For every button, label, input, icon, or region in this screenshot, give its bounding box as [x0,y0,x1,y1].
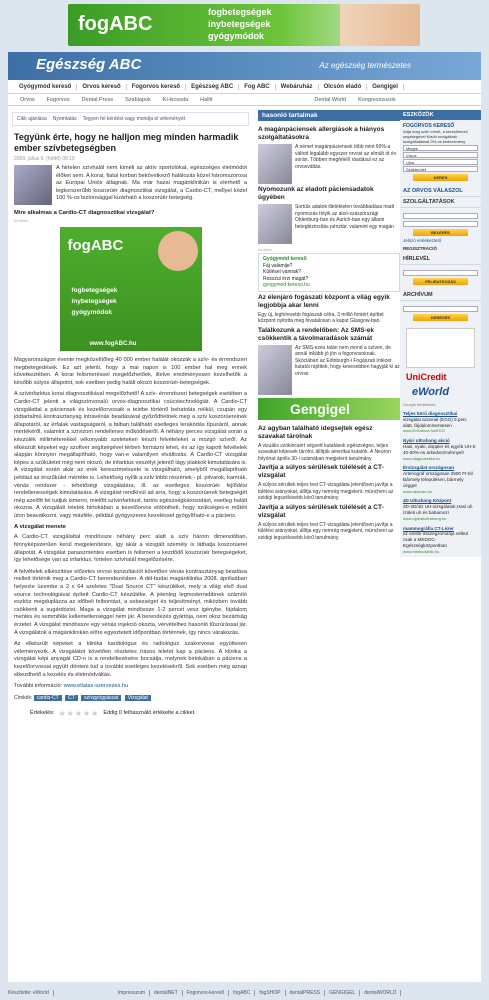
page-container [8,52,481,982]
related-text: A súlyos sérültek teljes test CT-vizsgálata jelentősen javítja a túlélési arányokat, állítja egy nemrég megjelent, müncheni az ezidigi legszélesebb körű tanulmány. [258,521,394,541]
paragraph: A Cardio-CT vizsgálattal mindössze néhány perc alatt a szív három dimenzióban, fénnyképszerűen kerül megjelenítésre, így akár a vizsgált személy is láthatja koszorúerei állapotát. A vizsgálat panaszmentes esetben is felismeri a kezdődő koszorúér betegségeket, így lehetősége van az infarktus, hirtelen szívhalál megelőzésére. [14,534,247,564]
eworld-banner[interactable]: eWorld [412,386,450,398]
site-header [8,52,481,80]
article-lead [8,162,253,208]
nav-item[interactable]: Gyógymód kereső [14,84,77,90]
nav-item[interactable]: Olcsón eladó [319,84,368,90]
related-thumb[interactable] [258,204,292,244]
rating [8,703,253,724]
more-info-link[interactable]: www.ellatas-szervezes.hu [63,683,129,690]
footer-link[interactable]: Fogorvos-kereső [187,990,230,996]
article-title: Tegyünk érte, hogy ne halljon meg minden harmadik ember szívbetegségben [14,132,239,153]
print-link[interactable]: Nyomtatás [52,116,77,122]
article-column [8,110,253,724]
related-title[interactable]: Javítja a súlyos sérülések túlélését a CT-vizsgálat [258,464,384,479]
password-reminder-link[interactable]: Jelszó emlékeztető [403,238,442,243]
gk-line: Kütlései vannak? [263,269,302,275]
street-select[interactable]: Utca [403,159,478,165]
more-info-label: További információ: [14,683,63,690]
related-title[interactable]: Javítja a súlyos sérülések túlélését a CT-vizsgálat [258,503,384,519]
banner-photo [340,4,420,46]
username-field[interactable] [403,213,478,219]
subheading: A vizsgálat menete [14,524,66,531]
mid-banner-logo: fogABC [67,237,124,254]
paragraph: A felvételek elkészítése előzetes orvosi konzultációt követően vénás kontrasztanyag beadása mellett történik meg a Cardio-CT berendezésben. A dél-budai magánklinika 2008. áprilisában helyezte üzembe a 2 x 64 szeletes "Dual Source CT" készüléket, mely a világ első dual source technológiával épített Cardio-CT készüléke. A jelenleg legmodernebbnek számító eszköz megduplázza az időbeli felbontást, a sebességet és teljesítményt, miközben tovább csökkenti a sugárdózist. Maga a vizsgálat mindössze 1-2 percet vesz igénybe, fájdalom mentes és semmiféle kellemetlenséggel nem jár. A berendezés gyártója, nem okoz bezártság érzetet. A vizsgálat mindössze egy vénás injekció okozta, vérvételhez hasonló tűszúrással jár. A vizsgálatok a magánklinikán előre egyeztetett időpontban történnek, így nincs várakozás. [14,568,247,636]
unicredit-banner[interactable]: UniCredit [406,372,447,382]
gengigel-banner[interactable]: Gengigel [258,398,400,420]
ad-url[interactable]: www.aktovas.hu [403,488,432,494]
google-ad[interactable] [400,463,481,496]
mid-banner-lines [72,285,118,318]
register-link[interactable]: REGISZTRÁCIÓ [403,246,438,251]
related-text: Egy új, leghíresebb fogászati célra, 3 millió fontért építtet központ nyitotta meg hivatalosan a kaput Glasgow-ban. [258,311,384,324]
mid-banner-url: www.fogABC.hu [89,341,137,347]
related-item [258,144,400,184]
comment-link[interactable]: Tegyen fel kérdést vagy mondja el véleményét [82,116,186,122]
subnav-item[interactable]: Kongresszusok [358,96,396,103]
archive-search-button[interactable]: KERESÉS [413,314,468,321]
tag[interactable]: szívgyógyászat [81,695,121,701]
ad-text: Hasi, nyaki, doppler és egyéb UH-k: 40-50%-os árkedvezménnyel! [403,443,477,455]
paragraph: A szívinfarktus korai diagnosztikával megelőzhető! A szív- érrendszeri betegségek esetében a Cardio-CT jelenti a világszínvonalú orvos-diagnosztikai csúcstechnológiát. A Cardio-CT vizsgálattal a páciensek és kezelőorvosaik a testbe történő behatolás nélkül, csupán egy jódtartalmú kontrasztanyag intravénás beadásával győződhetnek meg a szív koszorúereinek állapotáról, az érfalak vastagságáról, a falban található esetleges lerakódás típusáról, annak mértékéről, valamint a szívizom rendellenes működéséről. A néhány perces vizsgálat során a készülék milliméterekkel vékonyabb szeleteken készít felvételeket a mozgó szívről. Az elkészült képeket egy szoftver segítségével térben formázni lehet, és az így kapott felvételek alapján könnyen megállapítható, hogy van-e valamilyen elváltozás. A Cardio-CT vizsgálat képes a szűkületet még nem okozó, de infarktus veszélyt jelentő lágy plakkok kimutatására is. A vizsgálat során akár az erek keresztmetszete is vizsgálható, amelyből megállapítható például az érszűkület mértéke is. Lehetőség nyílik a szív többi részének - pl. pitvarok, kamrák, vénás rendszer - tehetőségi vizsgálatára, ill. az esetleges koszorúér fejlődési rendellenességek kimutatására. A vizsgálat rendkívül ad arra, hogy a koszorúerek betegségét még azelőtt fel tudjuk ismerni, mielőtt szívinfarktust, tartós egészségkárosodást, esetleg halált okozna. A vizsgálati leletek birtokában a kezelőorvos eldöntheti, hogy szükséges-e műtéti úton beavatkozni, vagy másféle, például gyógyszeres kezeléssel gyógyítható-e a páciens. [14,391,247,519]
article-tools [12,112,249,126]
specialty-select[interactable]: Szakterület [403,166,478,172]
related-heading: hasonló tartalmak [258,110,400,121]
ad-text: Arteriográf országosan 2900 Ft-tól Bármely településen, bármely céggel [403,471,473,488]
top-banner[interactable] [68,4,420,46]
related-title[interactable]: A magánpáciensek allergiások a hiányos szolgáltatásokra [258,126,385,141]
footer-link[interactable]: dentalWORLD [364,990,401,996]
gk-line: gyogymod-kereso.hu [263,282,310,288]
related-title[interactable]: Az élenjáró fogászati központ a világ egyik legjobbja akar lenni [258,293,390,309]
ad-url[interactable]: www.diagnosztika.hu [403,455,441,461]
login-button[interactable]: BELÉPÉS [413,229,468,236]
related-thumb[interactable] [258,144,292,184]
related-text: A súlyos sérültek teljes test CT-vizsgálata jelentősen javítja a túlélési arányokat, állítja egy nemrég megjelent, müncheni az ezidigi legszélesebb körű tanulmány. [258,482,394,501]
nav-item[interactable]: Orvos kereső [77,84,126,90]
ad-label: hirdetés [258,247,273,252]
more-info [8,681,253,693]
sub-nav [8,94,481,106]
dentist-search [400,120,481,186]
dentist-search-title: FOGORVOS KERESŐ [403,123,455,129]
footer-link[interactable]: fogABC [233,990,255,996]
county-select[interactable]: Megye [403,145,478,151]
ad-title[interactable]: Érvizsgálat országosan [403,465,455,471]
footer-credit[interactable]: Készítette: eWorld [8,990,54,996]
related-text: Az SMS-ezés talán nem mond a szíven, de annál inkább jó jön a fogorvosoknak. Skóciában az Edinburgh-i Fogászati Intézet kutatói rájöttek, hogy kevesebben hagyják ki az orvosi [295,344,400,377]
related-item [258,204,400,244]
banner-line: ínybetegségek [208,19,271,29]
newsletter-box [400,265,481,290]
nav-item[interactable]: Fog ABC [239,84,275,90]
newsletter-heading: HÍRLEVÉL [400,254,481,265]
search-button[interactable]: KERES [413,174,468,181]
google-ad[interactable] [400,436,481,463]
banner-line: fogbetegségek [208,7,272,17]
banner-line: gyógymódok [208,31,265,41]
rating-text: Eddig 0 felhasználó értékelte a cikket. [103,710,196,717]
nav-item[interactable]: Fogorvos kereső [127,84,186,90]
ad-title[interactable]: 4D Ultrahang Központ [403,498,452,504]
footer-link[interactable]: GENGIGEL [329,990,360,996]
ad-url[interactable]: www.medocklinik.hu [403,548,440,554]
password-field[interactable] [403,221,478,227]
subnav-item[interactable]: Szablapok [125,96,151,103]
related-thumb[interactable] [258,345,292,395]
google-ad[interactable] [400,524,481,557]
services-heading: SZOLGÁLTATÁSOK [400,197,481,208]
subnav-item[interactable]: Dental World [314,96,347,103]
recommend-link[interactable]: Cikk ajánlása [17,116,47,122]
related-title[interactable]: Nyomozunk az eladott páciensadatok ügyében [258,186,374,201]
tag[interactable]: Vizsgálat [125,695,151,701]
gk-line: Rosszul érzi magát? [263,275,309,282]
ad-title[interactable]: Nyári ultrahang akció [403,438,450,444]
ad-label: hirdetés [14,218,29,223]
banner-logo: fogABC [78,13,153,35]
footer-link[interactable]: dentalPRESS [290,990,326,996]
main-nav [8,80,481,94]
footer-link[interactable]: dentalNET [154,990,183,996]
sidebar [400,110,481,557]
ad-title[interactable]: mammográfia CT-Lézer [403,525,454,531]
rating-stars[interactable]: ★★★★★ [58,708,100,718]
ad-title[interactable]: Teljes körű diagnosztikai [403,411,458,416]
related-text: A vizuális szókincsért végzett kutatások egészséges, teljes szavakat képesek tárolni, állítják amerikai kutatók. A Neuron folyóirat április 30-i számában megjelent tanulmány [258,442,391,462]
ad-url[interactable]: www.DrKatona.hu/EGG [403,428,446,434]
archive-heading: ARCHÍVUM [400,290,481,301]
login-box [400,208,481,254]
promo-banner[interactable] [406,328,475,368]
footer-link[interactable]: fogSHOP [259,990,285,996]
related-title[interactable]: Az agyban található idegsejtek egész szavakat tárolnak [258,424,373,440]
dentist-search-text: Adja meg szűri címét, a keresőmező segítségével Kiadó szolgáltató szolgáltatással 0%-os kedvezmény [403,129,468,144]
city-select[interactable]: Város [403,152,478,158]
tag[interactable]: cardio-CT [34,695,62,701]
archive-field[interactable] [403,306,478,312]
tags-label: Címkék: [14,694,33,701]
site-title[interactable]: Egészség ABC [36,56,142,73]
subscribe-button[interactable]: FELIRATKOZÁS [413,278,468,285]
site-slogan: Az egészség természetes [319,61,411,70]
ad-text: 2D-3D/4D UH-vizsgálatok,Hasi uh ízületi uh és babamozi [403,504,473,515]
article-date: 2009. július 6. (hétfő) 09:19 [14,156,75,162]
nav-item[interactable]: Egészség ABC [186,84,239,90]
related-column [258,110,400,541]
subnav-item[interactable]: Orvos [20,96,35,103]
article-photo [14,165,52,205]
footer-link[interactable]: Impresszum [118,990,150,996]
mid-banner[interactable] [60,227,202,351]
related-text: A német magánpáciensek több mint 60%-a váltott legalább egyszer orvost az elmúlt öt év során. Többen megfelelő ráadásul ez az orvosváltás. [295,144,397,170]
gk-line: Fáj valamije? [263,262,293,269]
newsletter-email-field[interactable] [403,270,478,276]
subnav-item[interactable]: Ki-kicsoda [162,96,189,103]
mid-banner-line: ínybetegségek [71,298,117,305]
site-footer [0,986,489,1000]
archive-box [400,301,481,326]
google-ads-label: Google hirdetések [403,402,436,407]
rating-label: Értékelés: [30,710,55,717]
gyogymod-box[interactable] [258,253,400,292]
mid-banner-photo [158,231,198,271]
doctor-answers-link[interactable]: AZ ORVOS VÁLASZOL [400,186,481,197]
google-ad[interactable] [400,409,481,436]
mid-banner-line: fogbetegségek [71,287,118,294]
related-title[interactable]: Találkozunk a rendelőben: Az SMS-ek csökkentik a távolmaradások számát [258,326,374,342]
google-ad[interactable] [400,496,481,523]
tags [8,693,253,703]
lead-text: A hirtelen szívhalál nem kíméli az aktív sportolókat, egészséges életmódot élőket sem. A korai, fiatal korban bekövetkező halálozás közel háromszorosa az Európai Uniós átlagnak. Ma már hazai magánklinikán is elérhető a legkorszerűbb koszorúér diagnosztikai vizsgálat, a Cardio-CT, mellyel közel 100 %-os biztonsággal kizárható a koszorúér betegség. [56,165,247,202]
subnav-item[interactable]: Dental Press [81,96,114,103]
tag[interactable]: CT [65,695,78,701]
ad-text: az emlők összegzománja nélkül csak a MEDOC-Egészségközpontban [403,531,468,548]
ad-url[interactable]: www.ujpestiultrahang.hu [403,515,447,521]
related-item [258,345,400,395]
mid-banner-line: gyógymódok [71,309,112,316]
paragraph: Magyarországon évente megközelítőleg 40 000 ember halálát okozzák a szív- és érrendszeri megbetegedések. Ez azt jelenti, hogy a mai napon is 100 ember hal meg ennek következtében. A korai felismeréssel megelőzhetőek, illetve eredményesen kezelhetők a később súlyos állapotot, sok esetben pedig halált okozó koszorúér-betegségek. [14,357,247,386]
nav-item[interactable]: Gengigel [367,84,404,90]
subheading: Mire alkalmas a Cardio-CT diagnosztikai vizsgálat? [14,210,155,216]
gk-title: Gyógymód kereső [263,256,307,262]
sidebar-heading: ESZKÖZÖK [400,110,481,120]
ad-text: vizsgálat azonnal (EGG) 5 perc alatt, fájdalommentesen [403,416,467,428]
subnav-item[interactable]: Hallit [200,96,213,103]
related-text: Sortúls adatok illetéktelen továbbadása miatt nyomozás folyik az alsó-szászországi Oldenburg-ban és Aurich-ban egy állami betegbiztosítás pénztár, valamint egy magán [295,204,395,230]
banner-lines [208,6,272,42]
nav-item[interactable]: Webáruház [276,84,319,90]
subnav-item[interactable]: Fogorvos [46,96,70,103]
paragraph: Az elkészült képeket a klinika kardiológus és radiológus szakorvosai együttesen véleményezik. A vizsgálatot követően részletes írásos leletet kap a páciens. A klinika a vizsgálat képi anyagát CD-n is a rendelkezésére bocsátja, melynek birtokában a páciens a kezelőorvossal együtt dönteni tud a további esetleges kezelésekről. Sok esetben még aznap elkezdhető a kezelés és életmódváltás. [14,641,247,678]
